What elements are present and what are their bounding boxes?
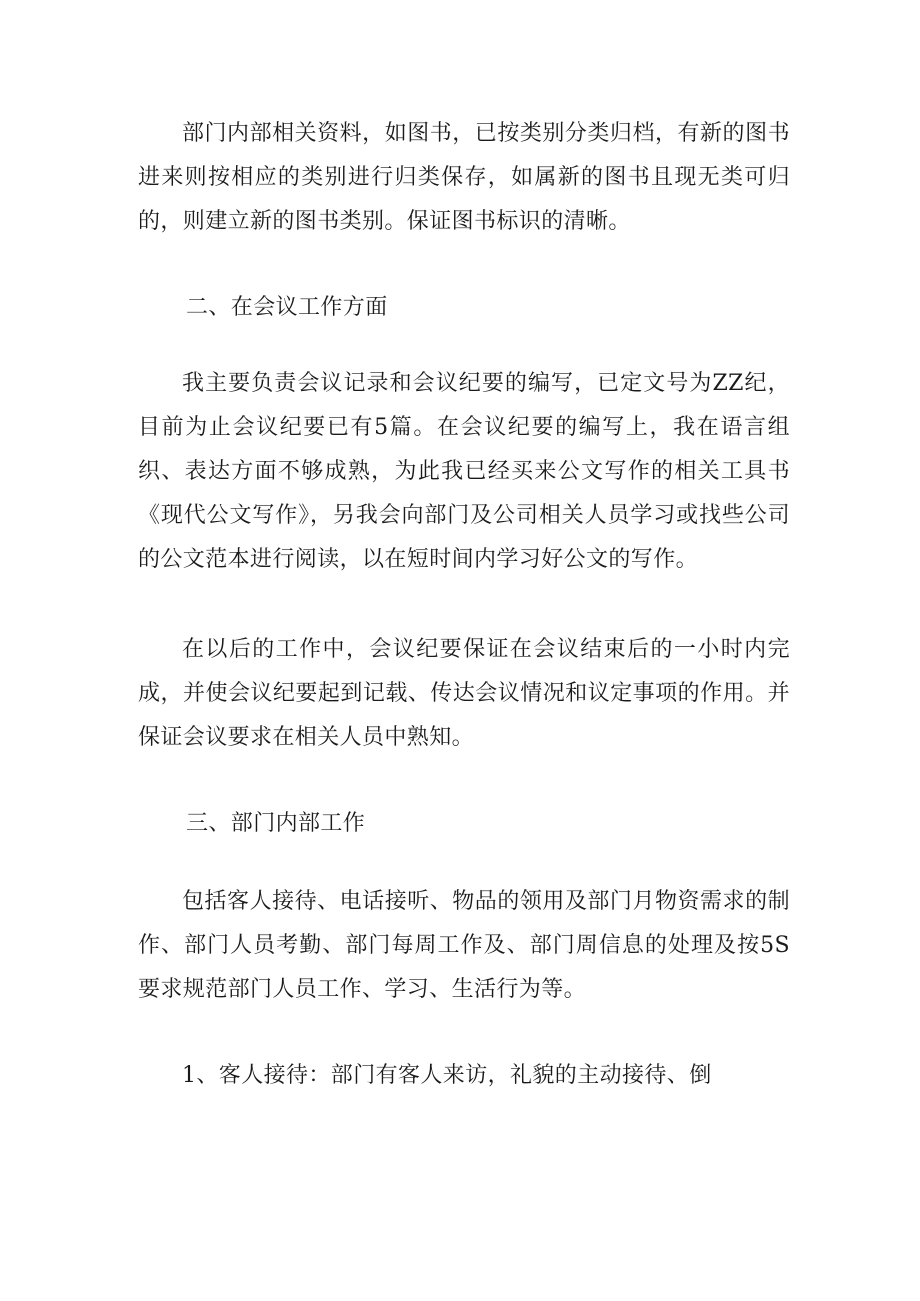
- paragraph-future-minutes: 在以后的工作中，会议纪要保证在会议结束后的一小时内完成，并使会议纪要起到记载、传达会议情况和议定事项的作用。并保证会议要求在相关人员中熟知。: [138, 637, 790, 750]
- section-heading-internal-work: 三、部门内部工作: [186, 811, 366, 836]
- paragraph-guest-reception: 1、客人接待：部门有客人来访，礼貌的主动接待、倒: [182, 1063, 712, 1088]
- paragraph-library-archiving: 部门内部相关资料，如图书，已按类别分类归档，有新的图书进来则按相应的类别进行归类保存，如属新的图书且现无类可归的，则建立新的图书类别。保证图书标识的清晰。: [138, 121, 790, 234]
- paragraph-internal-duties: 包括客人接待、电话接听、物品的领用及部门月物资需求的制作、部门人员考勤、部门每周工作及、部门周信息的处理及按5S要求规范部门人员工作、学习、生活行为等。: [138, 889, 790, 1002]
- section-heading-meeting-work: 二、在会议工作方面: [186, 295, 388, 320]
- paragraph-meeting-minutes: 我主要负责会议记录和会议纪要的编写，已定文号为ZZ纪，目前为止会议纪要已有5篇。在会议纪要的编写上，我在语言组织、表达方面不够成熟，为此我已经买来公文写作的相关工具书《现代公文写作》，另我会向部门及公司相关人员学习或找些公司的公文范本进行阅读，以在短时间内学习好公文的写作。: [138, 371, 790, 572]
